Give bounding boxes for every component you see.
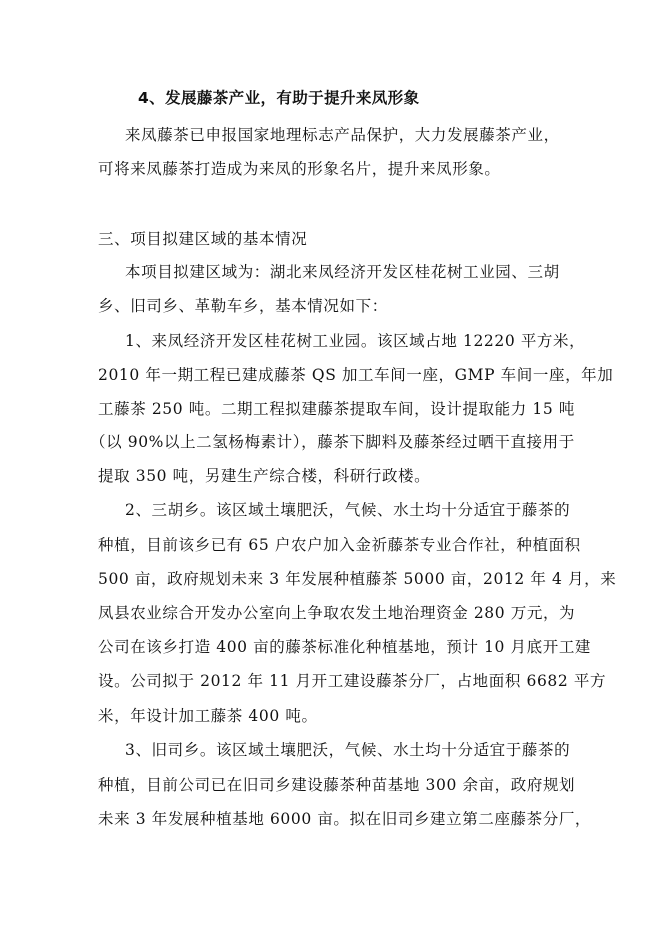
item-1-line-4: （以 90%以上二氢杨梅素计），藤茶下脚料及藤茶经过晒干直接用于 [90,433,575,451]
item-1-line-1: 1、来凤经济开发区桂花树工业园。该区域占地 12220 平方米， [125,332,586,350]
intro-line-1: 本项目拟建区域为：湖北来凤经济开发区桂花树工业园、三胡 [125,263,560,281]
section-4-line-2: 可将来凤藤茶打造成为来凤的形象名片，提升来凤形象。 [98,160,501,178]
item-2-line-6: 设。公司拟于 2012 年 11 月开工建设藤茶分厂，占地面积 6682 平方 [98,672,607,690]
item-1-line-2: 2010 年一期工程已建成藤茶 QS 加工车间一座，GMP 车间一座，年加 [98,366,614,384]
item-2-line-5: 公司在该乡打造 400 亩的藤茶标准化种植基地，预计 10 月底开工建 [98,638,592,656]
item-2-line-2: 种植，目前该乡已有 65 户农户加入金祈藤茶专业合作社，种植面积 [98,536,581,554]
intro-line-2: 乡、旧司乡、革勒车乡，基本情况如下： [98,297,388,315]
item-3-line-3: 未来 3 年发展种植基地 6000 亩。拟在旧司乡建立第二座藤茶分厂， [98,810,592,828]
item-2-line-1: 2、三胡乡。该区域土壤肥沃，气候、水土均十分适宜于藤茶的 [125,501,571,519]
item-1-line-5: 提取 350 吨，另建生产综合楼，科研行政楼。 [98,467,431,485]
item-1-line-3: 工藤茶 250 吨。二期工程拟建藤茶提取车间，设计提取能力 15 吨 [98,400,575,418]
section-3-heading: 三、项目拟建区域的基本情况 [98,230,308,248]
item-2-line-3: 500 亩，政府规划未来 3 年发展种植藤茶 5000 亩，2012 年 4 月，来 [98,570,617,588]
section-4-heading: 4、发展藤茶产业，有助于提升来凤形象 [138,89,420,107]
section-4-line-1: 来凤藤茶已申报国家地理标志产品保护，大力发展藤茶产业， [125,126,560,144]
item-3-line-2: 种植，目前公司已在旧司乡建设藤茶种苗基地 300 余亩，政府规划 [98,776,576,794]
item-2-line-7: 米，年设计加工藤茶 400 吨。 [98,707,318,725]
item-2-line-4: 凤县农业综合开发办公室向上争取农发土地治理资金 280 万元，为 [98,604,576,622]
item-3-line-1: 3、旧司乡。该区域土壤肥沃，气候、水土均十分适宜于藤茶的 [125,741,571,759]
